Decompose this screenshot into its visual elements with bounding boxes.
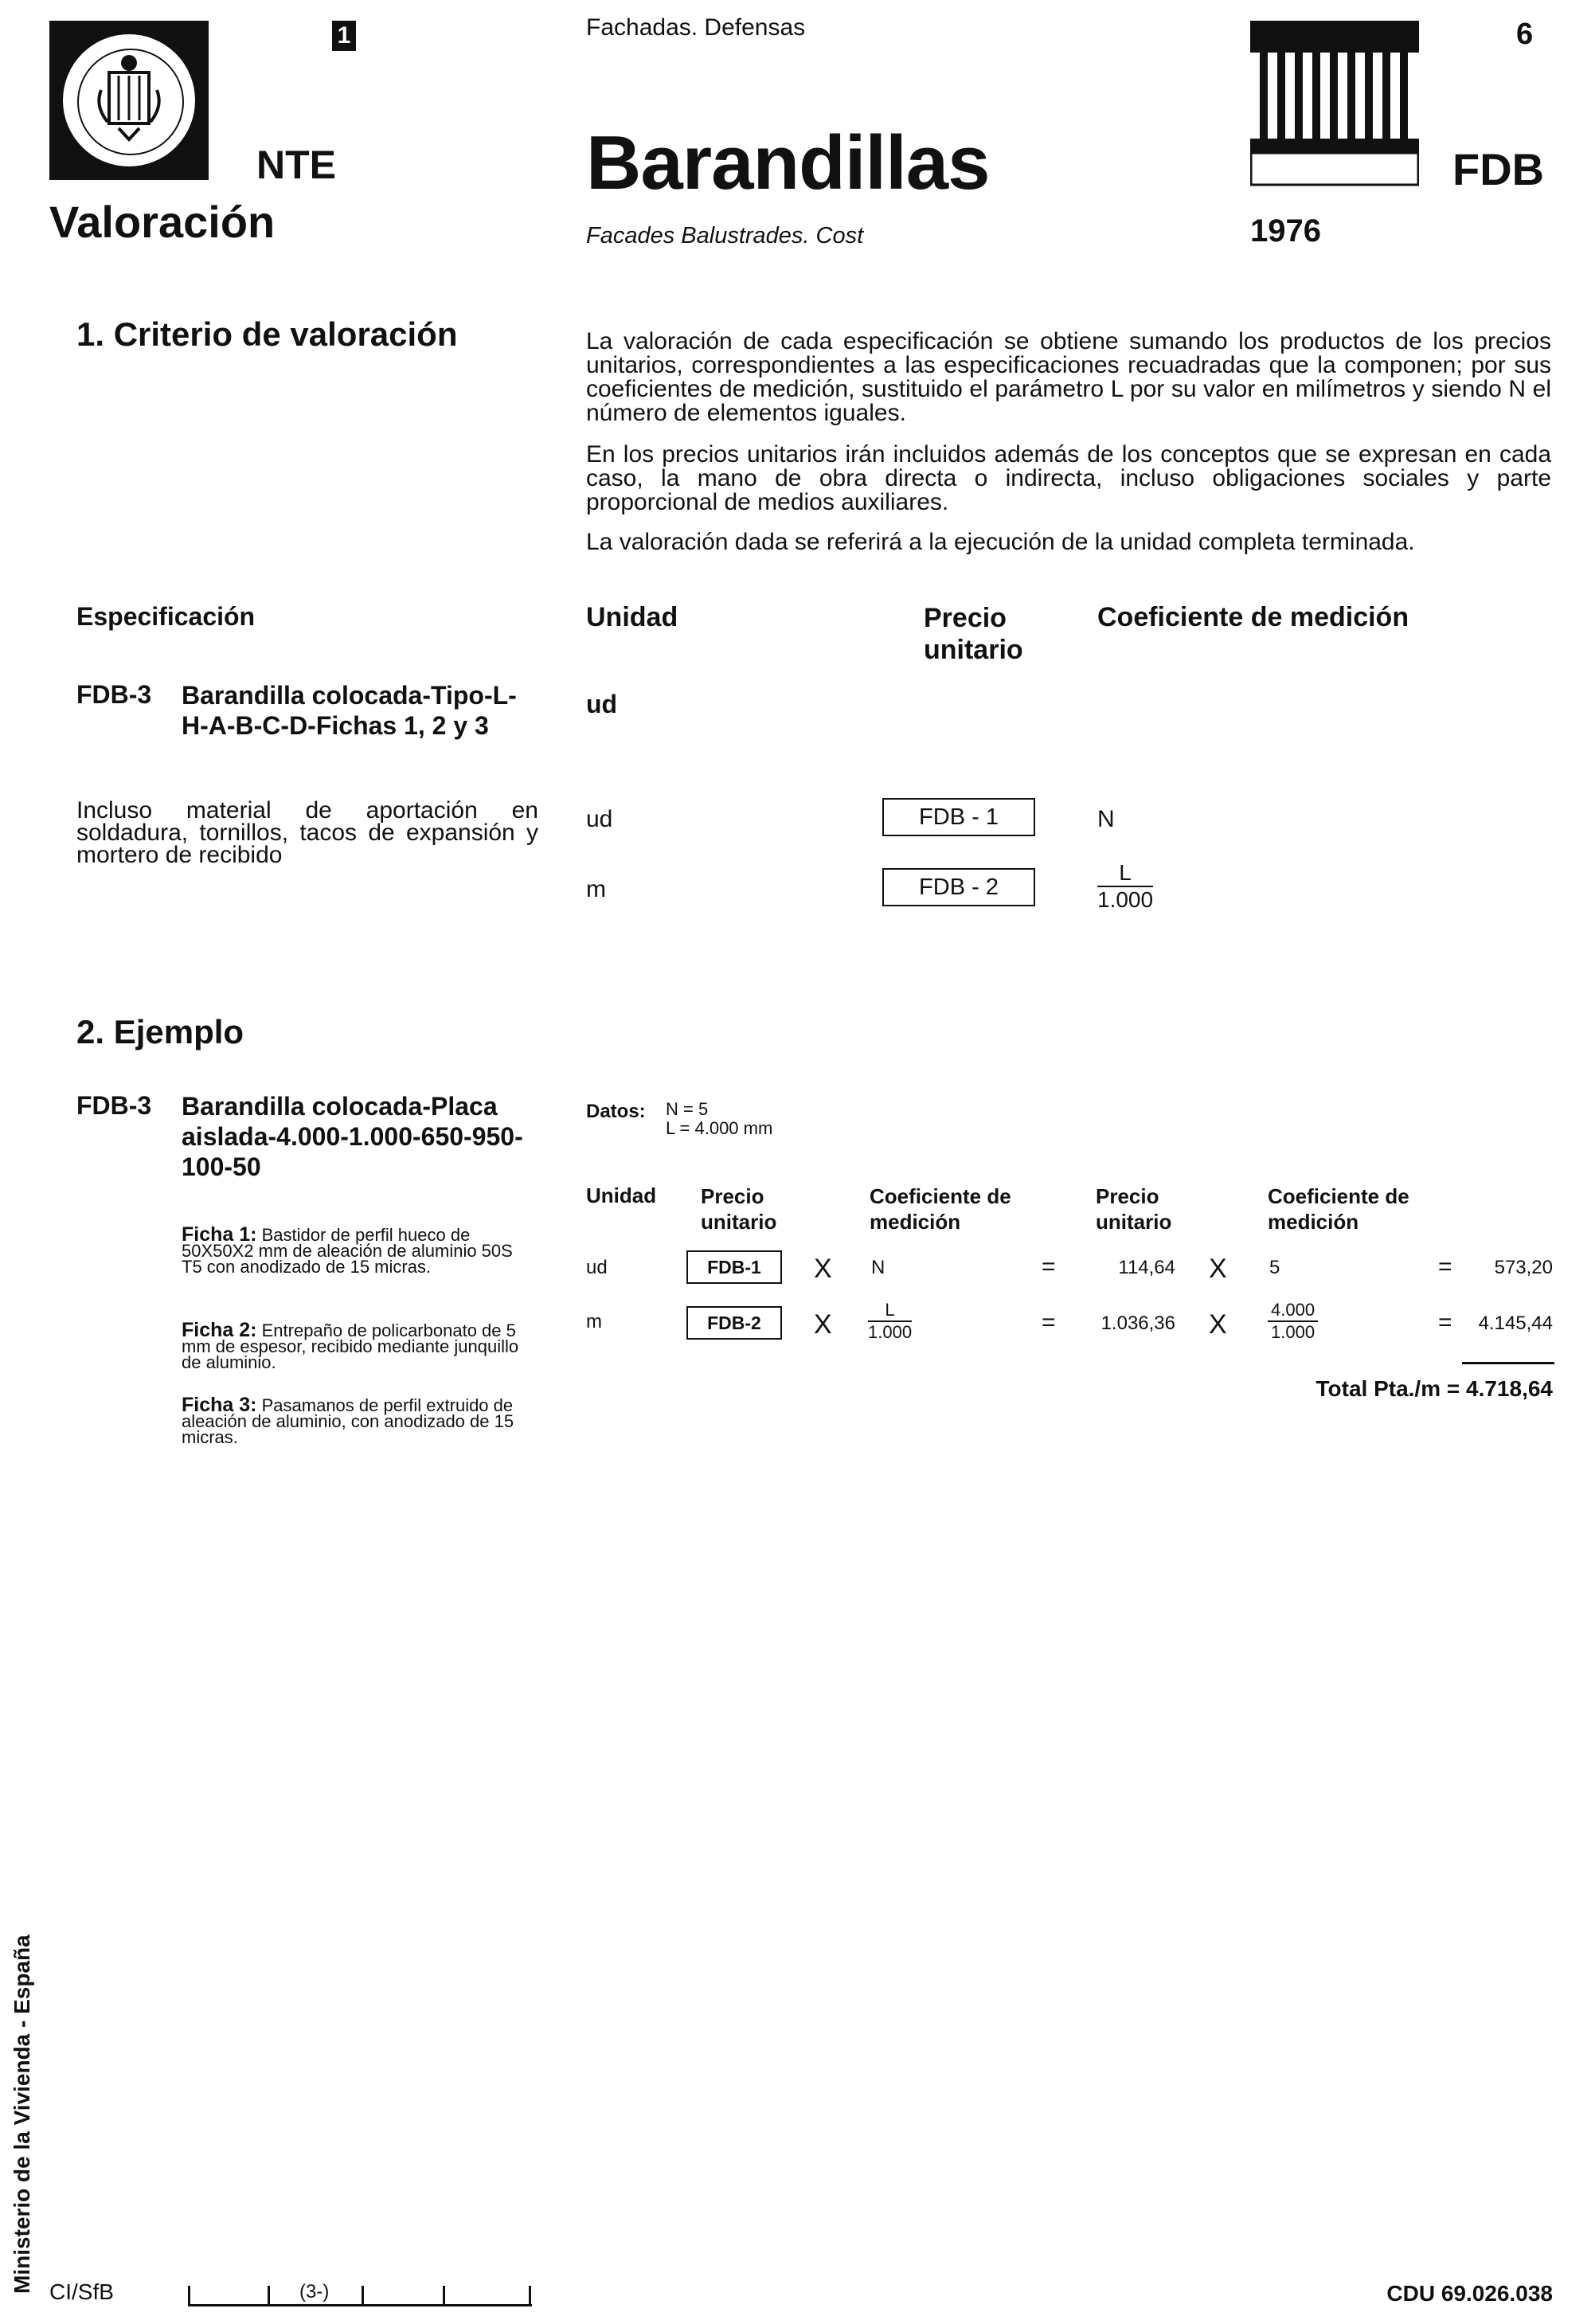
ex-col-coef: Coeficiente de medición — [870, 1184, 1011, 1234]
cisfb-label: CI/SfB — [49, 2279, 114, 2304]
nte-code: FDB — [1452, 144, 1545, 194]
ex-row-coef-value-fraction — [1268, 1300, 1318, 1343]
section-label: Valoración — [49, 197, 276, 247]
spec-item-title: Barandilla colocada-Tipo-L-H-A-B-C-D-Fichas 1, 2 y 3 — [182, 681, 517, 740]
datos-n: N = 5 — [666, 1099, 709, 1119]
fraction-numerator: L — [1097, 860, 1153, 887]
datos-label: Datos: — [586, 1101, 646, 1122]
total-rule — [1462, 1362, 1554, 1364]
col-precio: Precio unitario — [924, 603, 1023, 665]
criterio-paragraph-3: La valoración dada se referirá a la ejecución de la unidad completa terminada. — [586, 529, 1415, 555]
ex-col-unidad: Unidad — [586, 1184, 657, 1207]
cisfb-classification-field — [188, 2281, 532, 2306]
ficha-label: Ficha 1: — [182, 1223, 257, 1246]
spec-row-coef-fraction — [1097, 860, 1153, 913]
cdu-code: CDU 69.026.038 — [1386, 2281, 1553, 2306]
ficha-text: Bastidor de perfil hueco de 50X50X2 mm de aleación de aluminio 50S T5 con anodizado de 15 micras. — [182, 1225, 513, 1277]
fraction-denominator: 1.000 — [1271, 1322, 1315, 1342]
col-coeficiente: Coeficiente de medición — [1097, 602, 1409, 632]
ex-row-result: 4.145,44 — [1478, 1313, 1553, 1334]
cisfb-middle-code: (3-) — [299, 2281, 330, 2302]
ministry-seal-logo — [49, 21, 209, 180]
ejemplo-item-title: Barandilla colocada-Placa aislada-4.000-1.000-650-950-100-50 — [182, 1092, 523, 1181]
equals-sign: = — [1438, 1309, 1452, 1336]
ex-col-coef-value: Coeficiente de medición — [1268, 1184, 1409, 1234]
equals-sign: = — [1438, 1254, 1452, 1280]
criterio-paragraph-1: La valoración de cada especificación se obtiene sumando los productos de los precios unitarios, correspondientes a las especificaciones recuadradas que la componen; por sus coeficientes de medición, sustituido el parámetro L por su valor en milímetros y siendo N el número de elementos iguales. — [586, 328, 1551, 426]
spec-price-box: FDB - 1 — [882, 798, 1035, 836]
ficha-1 — [182, 1223, 532, 1277]
page-number: 6 — [1516, 18, 1534, 51]
times-sign: X — [1209, 1254, 1227, 1284]
ex-row-coef-value: 5 — [1269, 1257, 1280, 1278]
spec-item-unit: ud — [586, 690, 618, 718]
criterio-paragraph-2: En los precios unitarios irán incluidos además de los conceptos que se expresan en cada caso, la mano de obra directa o indirecta, incluso obligaciones sociales y parte proporcional de medios auxiliares. — [586, 441, 1551, 515]
ficha-label: Ficha 2: — [182, 1319, 257, 1341]
page-subtitle: Facades Balustrades. Cost — [586, 223, 864, 248]
ex-row-price-value: 1.036,36 — [1100, 1313, 1175, 1334]
criterio-heading: 1. Criterio de valoración — [76, 315, 458, 353]
ex-col-precio: Precio unitario — [701, 1184, 777, 1234]
fraction-denominator: 1.000 — [868, 1322, 913, 1342]
ficha-text: Pasamanos de perfil extruido de aleación de aluminio, con anodizado de 15 micras. — [182, 1395, 514, 1447]
fraction-denominator: 1.000 — [1097, 887, 1154, 912]
ex-row-price-value: 114,64 — [1118, 1257, 1175, 1278]
ex-price-box: FDB-2 — [686, 1306, 782, 1340]
datos-l: L = 4.000 mm — [666, 1118, 773, 1138]
spec-row-unit: m — [586, 876, 606, 902]
col-unidad: Unidad — [586, 602, 678, 632]
ministry-side-text: Ministerio de la Vivienda - España — [10, 1935, 34, 2294]
ex-row-unit: ud — [586, 1257, 608, 1278]
page-title: Barandillas — [586, 120, 990, 205]
ejemplo-item-code: FDB-3 — [76, 1091, 152, 1120]
spec-item-note: Incluso material de aportación en soldadura, tornillos, tacos de expansión y mortero de recibido — [76, 797, 538, 868]
ficha-3 — [182, 1394, 532, 1447]
ejemplo-heading: 2. Ejemplo — [76, 1013, 244, 1050]
spec-price-box: FDB - 2 — [882, 868, 1035, 906]
ficha-2 — [182, 1319, 532, 1372]
times-sign: X — [1209, 1309, 1227, 1340]
sheet-badge-number: 1 — [332, 21, 356, 51]
ex-price-box: FDB-1 — [686, 1250, 782, 1284]
fraction-numerator: 4.000 — [1268, 1300, 1318, 1322]
category-label: Fachadas. Defensas — [586, 14, 806, 41]
ex-row-coef-fraction — [868, 1300, 912, 1343]
times-sign: X — [814, 1309, 832, 1340]
ex-row-coef: N — [871, 1257, 885, 1278]
times-sign: X — [814, 1254, 832, 1284]
spec-row-unit: ud — [586, 806, 613, 832]
equals-sign: = — [1042, 1309, 1056, 1336]
equals-sign: = — [1042, 1254, 1056, 1280]
year: 1976 — [1250, 213, 1321, 248]
ex-row-result: 573,20 — [1494, 1257, 1553, 1278]
ficha-label: Ficha 3: — [182, 1394, 257, 1416]
fraction-numerator: L — [868, 1300, 912, 1322]
total-value: Total Pta./m = 4.718,64 — [1315, 1376, 1553, 1401]
ex-row-unit: m — [586, 1311, 602, 1332]
col-especificacion: Especificación — [76, 602, 256, 631]
spec-item-code: FDB-3 — [76, 680, 152, 709]
ficha-text: Entrepaño de policarbonato de 5 mm de espesor, recibido mediante junquillo de aluminio. — [182, 1320, 519, 1372]
ex-col-precio-value: Precio unitario — [1096, 1184, 1172, 1234]
nte-label: NTE — [256, 143, 336, 187]
balustrade-figure — [1250, 21, 1419, 186]
spec-row-coef: N — [1097, 806, 1115, 832]
